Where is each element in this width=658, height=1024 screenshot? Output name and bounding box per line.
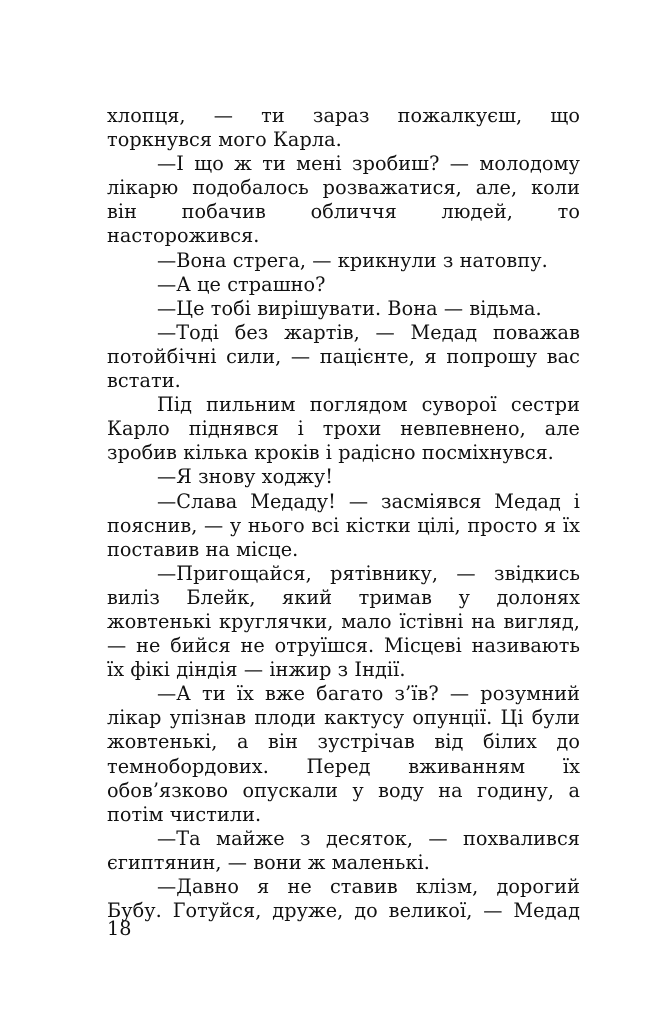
page-number: 18 xyxy=(107,917,132,940)
paragraph: —Пригощайся, рятівнику, — звідкись виліз Блейк, який тримав у долонях жовтенькі круглячки, мало їстівні на вигляд, — не бийся не отруїшся. Місцеві називають їх фікі діндія — інжир з Індії. xyxy=(107,561,580,682)
paragraph: —Давно я не ставив клізм, дорогий Бубу. Готуйся, друже, до великої, — Медад xyxy=(107,875,580,923)
paragraph: —Це тобі вирішувати. Вона — відьма. xyxy=(157,296,542,320)
paragraph: —Тоді без жартів, — Медад поважав потойбічні сили, — пацієнте, я попрошу вас встати. xyxy=(107,320,580,393)
paragraph: —Вона стрега, — крикнули з натовпу. xyxy=(157,248,548,272)
page-text xyxy=(107,104,580,923)
paragraph: Під пильним поглядом суворої сестри Карло піднявся і трохи невпевнено, але зробив кілька кроків і радісно посміхнувся. xyxy=(107,393,580,465)
paragraph: —Я знову ходжу! xyxy=(157,465,334,489)
paragraph: —Слава Медаду! — засміявся Медад і пояснив, — у нього всі кістки цілі, просто я їх поставив на місце. xyxy=(107,489,580,561)
paragraph: хлопця, — ти зараз пожалкуєш, що торкнувся мого Карла. xyxy=(107,104,580,152)
paragraph: —Та майже з десяток, — похвалився єгиптянин, — вони ж маленькі. xyxy=(107,826,580,874)
paragraph: —А ти їх вже багато з’їв? — розумний лікар упізнав плоди кактусу опунції. Ці були жовтенькі, а він зустрічав від білих до темнобордових. Перед вживанням їх обов’язково опускали у воду на годину, а потім чистили. xyxy=(107,682,580,826)
paragraph: —І що ж ти мені зробиш? — молодому лікарю подобалось розважатися, але, коли він побачив обличчя людей, то насторожився. xyxy=(107,152,580,248)
paragraph: —А це страшно? xyxy=(157,272,326,296)
